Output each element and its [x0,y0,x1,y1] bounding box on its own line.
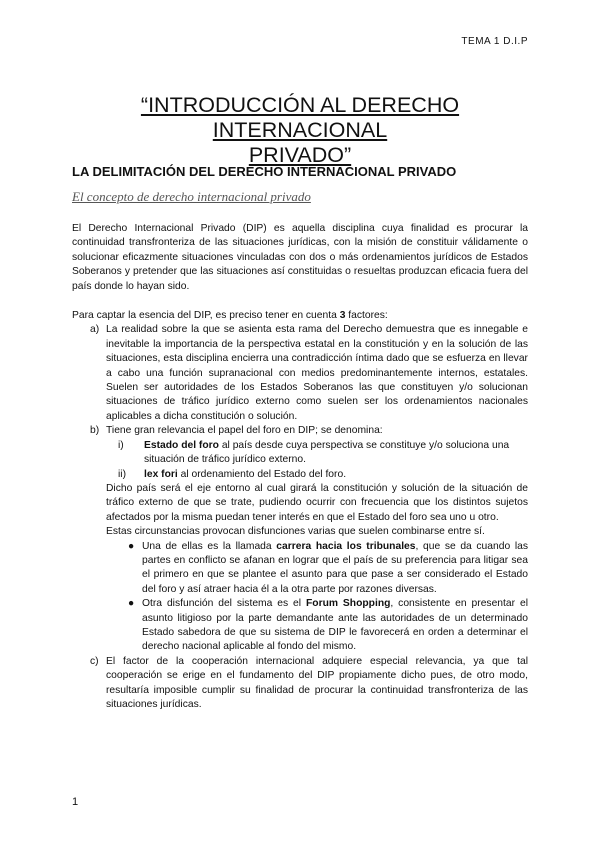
intro-text: Para captar la esencia del DIP, es preciso tener en cuenta [72,310,340,322]
sub-ii-marker: ii) [118,468,127,480]
sub-ii-text: al ordenamiento del Estado del foro. [177,468,347,480]
bullet-1-term: carrera hacia los tribunales [276,540,416,552]
bullet-carrera-tribunales [72,540,528,598]
page-title [72,93,528,168]
bullet-icon: ● [128,540,135,552]
bullet-forum-shopping [72,597,528,655]
title-line-1: “INTRODUCCIÓN AL DERECHO INTERNACIONAL [140,93,460,142]
factor-c-marker: c) [90,655,99,667]
sub-i-term: Estado del foro [144,439,219,451]
bullet-2-term: Forum Shopping [305,598,391,610]
running-header: TEMA 1 D.I.P [461,36,528,47]
factor-a [72,323,528,424]
title-line-2: PRIVADO” [248,143,352,167]
factor-b-para-1: Dicho país será el eje entorno al cual girará la constitución y solución de la situación de tráfico externo de que se trate, pudiendo ocurrir con frecuencia que los distintos sujetos afectados por la misma puedan tener interés en que el Estado del foro sea uno u otro. [106,482,528,523]
bullet-2-after: , consistente en presentar el asunto litigioso por la parte demandante ante las autoridades de un determinado Estado sabedora de que su sistema de DIP le favorecerá en orden a determinar el derecho nacional aplicable al fondo del mismo. [142,598,528,653]
sub-ii-term: lex fori [144,468,178,480]
subheading: El concepto de derecho internacional privado [72,189,311,204]
definition-paragraph: El Derecho Internacional Privado (DIP) es aquella disciplina cuya finalidad es procurar la continuidad transfronteriza de las situaciones jurídicas, con la misión de constituir válidamente o solucionar eficazmente situaciones vinculadas con dos o más ordenamientos jurídicos de Estados Soberanos y pretender que las situaciones así constituidas o resueltas produzcan eficacia fuera del país donde lo hayan sido. [72,223,528,292]
sub-i-text: al país desde cuya perspectiva se constituye y/o soluciona una situación de tráfico jurídico externo. [144,439,510,466]
sub-i-marker: i) [118,439,124,451]
bullet-2-before: Otra disfunción del sistema es el [142,598,306,610]
factor-b-text: Tiene gran relevancia el papel del foro en DIP; se denomina: [106,425,383,437]
factor-a-text: La realidad sobre la que se asienta esta rama del Derecho demuestra que es innegable e inevitable la importancia de la perspectiva estatal en la constitución y en la solución de las situaciones, esta disciplina encierra una contradicción íntima dado que se esfuerza en llevar a cabo una función supranacional con medios predominantemente internos, estatales. Suelen ser autoridades de los Estados Soberanos las que constituyen y/o solucionan situaciones de tráfico jurídico externo como suelen ser los ordenamientos nacionales aplicables a dicha constitución o solución. [106,324,528,422]
bullet-icon: ● [128,598,135,610]
body-content [72,222,528,712]
section-heading: LA DELIMITACIÓN DEL DERECHO INTERNACIONAL PRIVADO [72,164,457,179]
factor-b-marker: b) [90,425,100,437]
factor-c-text: El factor de la cooperación internacional adquiere especial relevancia, ya que tal cooperación se erige en el fundamento del DIP propiamente dicho pues, de otro modo, resultaría imposible cumplir su finalidad de procurar la continuidad transfronteriza de las situaciones jurídicas. [106,655,528,710]
intro-after: factores: [345,310,388,322]
intro-count: 3 [339,310,346,322]
factor-b-para-2: Estas circunstancias provocan disfunciones varias que suelen combinarse entre sí. [106,526,485,538]
factor-b [72,424,528,438]
factor-c [72,655,528,713]
page-number: 1 [72,796,79,808]
factor-b-sub-i [72,439,528,468]
bullet-1-before: Una de ellas es la llamada [142,540,277,552]
factor-b-sub-ii [72,468,528,482]
intro-paragraph [72,309,528,323]
bullet-1-after: , que se da cuando las partes en conflicto se afanan en lograr que el país de su preferencia para litigar sea el primero en que se plantee el asunto para que pase a ser considerado el Estado del foro y así atraer hacia él a la otra parte por razones diversas. [142,540,528,595]
factor-a-marker: a) [90,324,100,336]
